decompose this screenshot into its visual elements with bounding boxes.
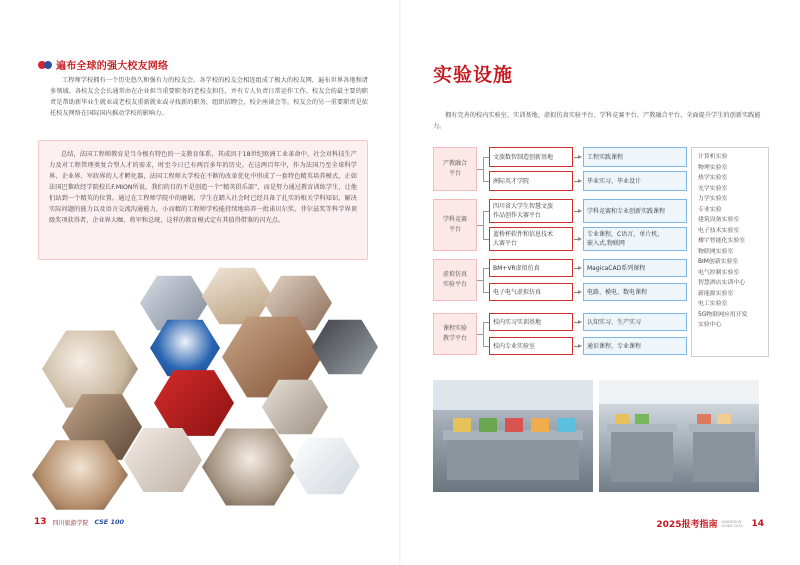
platform-category-label: 实验平台: [442, 281, 467, 288]
lab-photo-illustration: [433, 380, 593, 492]
page-number-left: 13: [34, 517, 47, 527]
section-title: 遍布全球的强大校友网络: [56, 61, 169, 72]
alumni-paragraph: 工程师学校拥有一个历史悠久和强有力的校友会。各学校的校友会相连组成了极大的校友网，遍布世界各地和诸多领域。各校友会会长通常由在企业担当重要职务的老校友担任，并有专人负责日常运作工作。校友会的最主要的职责是帮助新毕业生就业或老校友重新就业或寻找新的职务，组织招聘会，校企座谈会等。校友会的另一重要职责是依托校友网络在国际国内推动学校的影响力。: [50, 77, 368, 117]
outcome-box: 毕业实习、毕业设计: [583, 171, 687, 191]
collage-photo: [312, 318, 378, 376]
connector-line: [483, 268, 484, 292]
platform-category: [433, 313, 477, 355]
platform-source-box: 校内实习实训基地: [489, 313, 573, 331]
platform-category-label: 学科竞赛: [442, 216, 467, 223]
page-number-right: 14: [751, 518, 764, 529]
platform-source-box: 蓝桥杯软件和信息技术 大赛平台: [489, 227, 573, 251]
lab-photo-illustration: [599, 380, 759, 492]
anniversary-badge: CSE 100: [94, 518, 125, 526]
connector-line: [483, 211, 484, 239]
outcome-box: 学科竞赛和专业创新实践课程: [583, 199, 687, 223]
arrow-icon: [574, 181, 580, 182]
platform-category-label: 课程实验: [442, 325, 467, 332]
lab-list-item: 物联网实验室: [698, 248, 734, 255]
section-header: [38, 57, 168, 72]
lab-list-item: 实验中心: [698, 322, 722, 328]
platform-source-box: 校内专业实验室: [489, 337, 573, 355]
lab-list-item: 新能源实验室: [698, 290, 734, 297]
outcome-box: 通识课程、专业课程: [583, 337, 687, 355]
platform-source-box: 电子电气虚拟仿真: [489, 283, 573, 301]
facilities-title: 实验设施: [433, 64, 514, 86]
photo-collage: [32, 266, 377, 512]
platform-category-label: 平台: [448, 226, 461, 233]
lab-list-item: 专业实验: [698, 206, 722, 213]
arrow-icon: [574, 157, 580, 158]
lab-list-item: 电气控制实验室: [698, 269, 740, 276]
lab-photo-right: [599, 380, 759, 492]
right-page: [400, 0, 800, 565]
arrow-icon: [574, 292, 580, 293]
platform-source-box: BM+VR虚拟仿真: [489, 259, 573, 277]
arrow-icon: [574, 322, 580, 323]
facilities-intro: 拥有完善的校内实验室、实训基地、虚拟仿真实验平台、学科竞赛平台、产教融合平台，全面提升学生的创新实践能力。: [433, 112, 761, 130]
platform-category: [433, 199, 477, 251]
outcome-box: 电路、模电、数电课程: [583, 283, 687, 301]
lab-list-item: 5G物联网应用开发: [698, 311, 748, 318]
lab-list-item: 力学实验室: [698, 196, 728, 202]
arrow-icon: [574, 346, 580, 347]
lab-list-item: 电子技术实验室: [698, 227, 740, 234]
collage-photo: [290, 436, 360, 496]
platform-category: [433, 259, 477, 301]
outcome-box: 专业课程，C语言，单片机， 嵌入式,物联网: [583, 227, 687, 251]
platform-category-label: 教学平台: [442, 335, 467, 342]
connector-line: [483, 157, 484, 181]
lab-list-item: 楼宇智能化实验室: [698, 238, 746, 244]
summary-box: [38, 140, 368, 260]
footer-left: [34, 517, 124, 527]
lab-list-item: 智慧酒店实训中心: [698, 280, 746, 286]
connector-line: [483, 322, 484, 346]
lab-photo-left: [433, 380, 593, 492]
section-bullet-icon: [38, 61, 52, 69]
platform-category: [433, 147, 477, 191]
platform-source-box: 四川省大学生智慧文旅 作品创作大赛平台: [489, 199, 573, 223]
platform-category-label: 虚拟仿真: [442, 271, 467, 278]
platform-category-label: 产教融合: [442, 160, 467, 167]
lab-list-item: 光学实验室: [698, 185, 728, 192]
collage-photo: [154, 368, 234, 438]
guide-subtitle: ADMISSION GUIDE 2025: [721, 519, 743, 528]
lab-list-item: 计算机实验: [698, 154, 728, 160]
summary-text: 总结，法国工程师教育是当今极有特色的一支教育体系，其成因于18世纪欧洲工业革命中，社会对科技生产力及对工程管理类复合型人才的需求，时至今日已有两百多年的历史。在这两百年中，作为法国乃至全球科学界、企业界、军政界的人才孵化器，法国工程师大学校在不断的改革优化中形成了一套特色精英培养模式，正如法国巴黎政经学院校长F.MION所说，我们的目的不是创造一个“精英俱乐部”，而是努力通过教育训练学生，让他们站到一个精英的位置。通过在工程师学院中的磨砺，学生在踏入社会时已经具备了扎实的相关学科知识，解决实际问题的能力以及语言交流沟通能力，小而精的工程师学校能持续地培养一批诺贝尔奖、菲尔兹奖等科学界顶级奖项获得者、企业界大咖、将军和总统，这样的教育模式定有其值得借鉴的闪光点。: [49, 151, 357, 224]
lab-list-item: 物理实验室: [698, 164, 728, 171]
outcome-box: 工程实践课程: [583, 147, 687, 167]
outcome-box: 认知实习、生产实习: [583, 313, 687, 331]
collage-photo: [202, 426, 298, 508]
lab-list-item: 热学实验室: [698, 175, 728, 181]
lab-list-item: 电工实验室: [698, 301, 728, 307]
lab-list-item: BIM创新实验室: [698, 259, 739, 265]
platform-source-box: 文旅数智制造创新基地: [489, 147, 573, 167]
arrow-icon: [574, 211, 580, 212]
footer-right: [656, 517, 764, 530]
platform-source-box: 洲际英才学院: [489, 171, 573, 191]
outcome-box: MagicaCAD系列课程: [583, 259, 687, 277]
facilities-diagram: [433, 147, 769, 357]
platform-category-label: 平台: [448, 170, 461, 177]
guide-title: 2025报考指南: [656, 520, 718, 530]
arrow-icon: [574, 268, 580, 269]
lab-list: [691, 147, 769, 357]
arrow-icon: [574, 239, 580, 240]
lab-list-item: 建筑设备实验室: [698, 217, 740, 223]
school-logo-text: 四川旅游学院: [52, 519, 89, 527]
